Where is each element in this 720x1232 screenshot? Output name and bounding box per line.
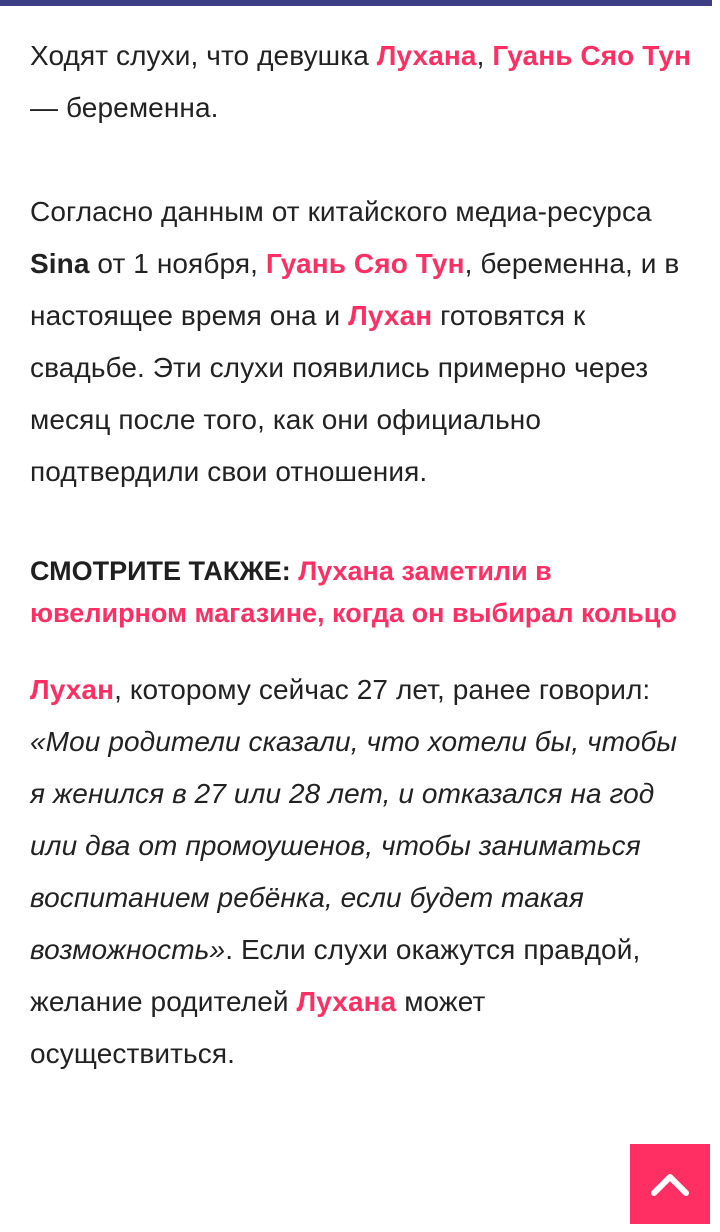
top-bar <box>0 0 712 6</box>
quote-text: «Мои родители сказали, что хотели бы, чтобы я женился в 27 или 28 лет, и отказался на год или два от промоушенов, чтобы заниматься воспитанием ребёнка, если будет такая возможность» <box>30 726 678 965</box>
paragraph-sina: Согласно данным от китайского медиа-ресурса Sina от 1 ноября, Гуань Сяо Тун, беременна, и в настоящее время она и Лухан готовятся к свадьбе. Эти слухи появились примерно через месяц после того, как они официально подтвердили свои отношения. <box>30 196 680 487</box>
see-also-link[interactable]: Лухана заметили в ювелирном магазине, когда он выбирал кольцо <box>30 556 677 628</box>
article-body <box>30 30 695 1080</box>
highlight-luhana: Лухана <box>376 40 477 71</box>
highlight-luhan: Лухан <box>30 674 115 705</box>
highlight-guan: Гуань Сяо Тун <box>492 40 692 71</box>
chevron-up-icon <box>650 1171 690 1197</box>
see-also-label: СМОТРИТЕ ТАКЖЕ: <box>30 556 299 586</box>
scroll-to-top-button[interactable] <box>630 1144 710 1224</box>
highlight-luhana: Лухана <box>296 986 397 1017</box>
paragraph-rumor: Ходят слухи, что девушка Лухана, Гуань Сяо Тун — беременна. <box>30 40 692 123</box>
paragraph-quote: Лухан, которому сейчас 27 лет, ранее говорил: «Мои родители сказали, что хотели бы, чтобы я женился в 27 или 28 лет, и отказался на год или два от промоушенов, чтобы заниматься воспитанием ребёнка, если будет такая возможность». Если слухи окажутся правдой, желание родителей Лухана может осуществиться. <box>30 674 678 1069</box>
see-also-block <box>30 550 695 634</box>
source-sina: Sina <box>30 248 90 279</box>
highlight-luhan: Лухан <box>348 300 433 331</box>
highlight-guan: Гуань Сяо Тун <box>265 248 465 279</box>
